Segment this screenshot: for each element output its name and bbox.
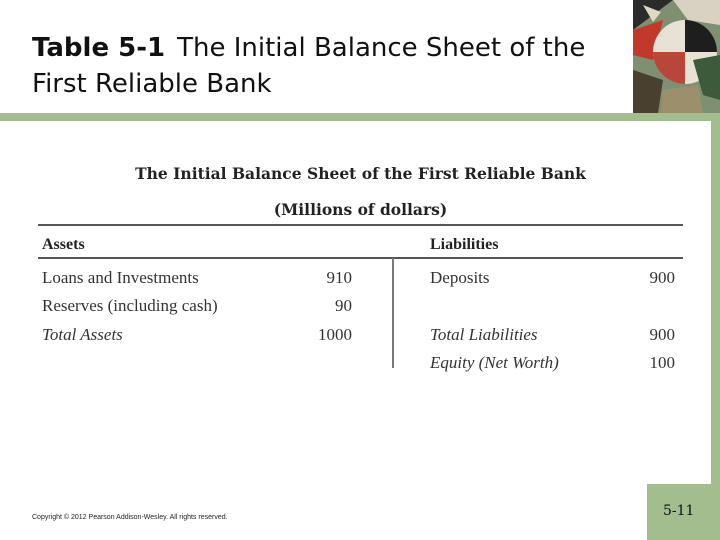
asset-value: 90	[335, 296, 352, 315]
decorative-art-image	[633, 0, 720, 113]
copyright-notice: Copyright © 2012 Pearson Addison-Wesley. All rights reserved.	[32, 514, 228, 521]
liability-value: 900	[649, 268, 675, 287]
table-top-rule	[38, 224, 683, 226]
liability-total-value: 900	[649, 325, 675, 344]
asset-value: 910	[326, 268, 352, 287]
asset-total-label: Total Assets	[42, 325, 123, 344]
table-number: Table 5-1	[32, 33, 166, 63]
equity-label: Equity (Net Worth)	[430, 353, 559, 372]
equity-value: 100	[649, 353, 675, 372]
asset-total-value: 1000	[318, 325, 352, 344]
liabilities-header: Liabilities	[430, 236, 499, 253]
page-number: 5-11	[663, 503, 695, 519]
table-header-rule	[38, 257, 683, 259]
liability-total-label: Total Liabilities	[430, 325, 538, 344]
column-divider	[392, 258, 394, 368]
liability-label: Deposits	[430, 268, 490, 287]
asset-label: Loans and Investments	[42, 268, 199, 287]
slide-title	[32, 30, 622, 102]
right-accent-bar	[711, 121, 720, 496]
header-divider-bar	[0, 113, 720, 121]
table-title: The Initial Balance Sheet of the First Reliable Bank	[135, 164, 586, 183]
slide-title-text: The Initial Balance Sheet of the First Reliable Bank	[32, 33, 586, 99]
assets-header: Assets	[42, 236, 85, 253]
asset-label: Reserves (including cash)	[42, 296, 218, 315]
table-subtitle: (Millions of dollars)	[273, 200, 448, 219]
